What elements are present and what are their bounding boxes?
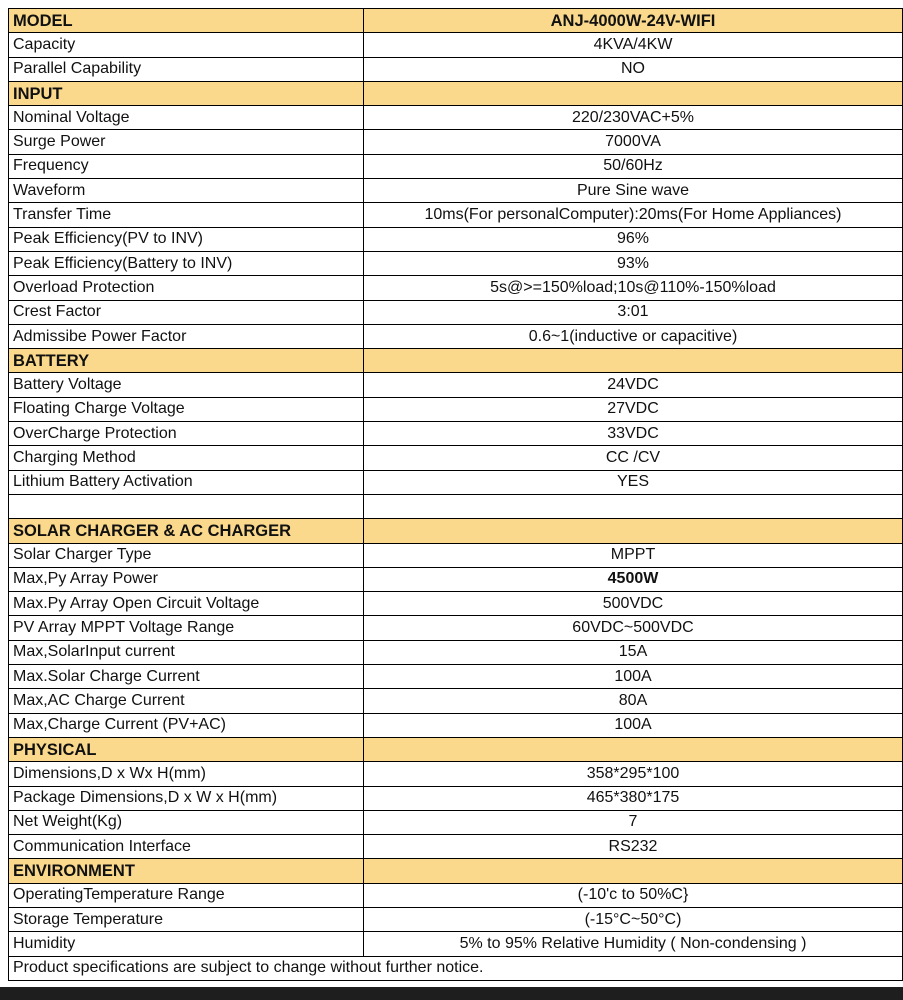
spec-value: 60VDC~500VDC	[364, 616, 903, 640]
section-value	[364, 349, 903, 373]
spec-row	[9, 835, 903, 859]
spec-value: 80A	[364, 689, 903, 713]
spec-row	[9, 446, 903, 470]
spec-value: 15A	[364, 640, 903, 664]
section-value	[364, 737, 903, 761]
spec-label: Frequency	[9, 154, 364, 178]
spec-label: Peak Efficiency(PV to INV)	[9, 227, 364, 251]
section-value	[364, 519, 903, 543]
spec-table	[8, 8, 903, 981]
spec-value: (-10'c to 50%C}	[364, 883, 903, 907]
spec-row	[9, 300, 903, 324]
spec-value: 0.6~1(inductive or capacitive)	[364, 324, 903, 348]
spec-label: Communication Interface	[9, 835, 364, 859]
spec-row	[9, 640, 903, 664]
spec-label: Admissibe Power Factor	[9, 324, 364, 348]
section-header-row	[9, 519, 903, 543]
spec-value: YES	[364, 470, 903, 494]
spec-value: NO	[364, 57, 903, 81]
spec-value: 27VDC	[364, 397, 903, 421]
spec-label: Max,AC Charge Current	[9, 689, 364, 713]
section-value: ANJ-4000W-24V-WIFI	[364, 9, 903, 33]
spec-value: CC /CV	[364, 446, 903, 470]
spec-row	[9, 810, 903, 834]
section-header-row	[9, 859, 903, 883]
spec-value: 4500W	[364, 567, 903, 591]
spec-label: Max.Solar Charge Current	[9, 665, 364, 689]
footnote-row	[9, 956, 903, 980]
spec-row	[9, 762, 903, 786]
spec-label: Humidity	[9, 932, 364, 956]
spec-row	[9, 33, 903, 57]
spec-row	[9, 203, 903, 227]
spec-row	[9, 665, 903, 689]
spec-label: Nominal Voltage	[9, 106, 364, 130]
spec-label: OverCharge Protection	[9, 422, 364, 446]
spec-value: 7000VA	[364, 130, 903, 154]
spec-row	[9, 907, 903, 931]
section-header-row	[9, 737, 903, 761]
spec-value: 220/230VAC+5%	[364, 106, 903, 130]
spec-row	[9, 713, 903, 737]
spec-value: 10ms(For personalComputer):20ms(For Home Appliances)	[364, 203, 903, 227]
spec-label: Max,SolarInput current	[9, 640, 364, 664]
spec-row	[9, 397, 903, 421]
spec-row	[9, 276, 903, 300]
spec-value: 500VDC	[364, 592, 903, 616]
section-title: PHYSICAL	[9, 737, 364, 761]
spec-row	[9, 616, 903, 640]
spec-row	[9, 786, 903, 810]
section-value	[364, 81, 903, 105]
spec-label: Surge Power	[9, 130, 364, 154]
spec-value: (-15°C~50°C)	[364, 907, 903, 931]
spec-row	[9, 106, 903, 130]
spec-row	[9, 154, 903, 178]
section-header-row	[9, 81, 903, 105]
spec-value: 100A	[364, 665, 903, 689]
spec-label	[9, 494, 364, 518]
spec-label: Capacity	[9, 33, 364, 57]
spec-label: Max,Py Array Power	[9, 567, 364, 591]
spec-value: Pure Sine wave	[364, 179, 903, 203]
spec-label: Storage Temperature	[9, 907, 364, 931]
spec-row	[9, 567, 903, 591]
spec-value: 93%	[364, 251, 903, 275]
spec-label: Max,Charge Current (PV+AC)	[9, 713, 364, 737]
spec-label: Waveform	[9, 179, 364, 203]
spec-label: Solar Charger Type	[9, 543, 364, 567]
spec-value: 5% to 95% Relative Humidity ( Non-condensing )	[364, 932, 903, 956]
spec-row	[9, 57, 903, 81]
spec-row	[9, 251, 903, 275]
spec-label: Dimensions,D x Wx H(mm)	[9, 762, 364, 786]
spec-row	[9, 324, 903, 348]
section-title: BATTERY	[9, 349, 364, 373]
section-title: ENVIRONMENT	[9, 859, 364, 883]
spec-label: Peak Efficiency(Battery to INV)	[9, 251, 364, 275]
spec-label: Floating Charge Voltage	[9, 397, 364, 421]
spec-label: Net Weight(Kg)	[9, 810, 364, 834]
section-title: INPUT	[9, 81, 364, 105]
section-value	[364, 859, 903, 883]
spec-value: 358*295*100	[364, 762, 903, 786]
spec-value: MPPT	[364, 543, 903, 567]
section-header-row	[9, 349, 903, 373]
spec-value: 5s@>=150%load;10s@110%-150%load	[364, 276, 903, 300]
spec-label: Parallel Capability	[9, 57, 364, 81]
spec-value: RS232	[364, 835, 903, 859]
spec-value: 7	[364, 810, 903, 834]
spec-value	[364, 494, 903, 518]
spec-label: Lithium Battery Activation	[9, 470, 364, 494]
spec-row	[9, 373, 903, 397]
spec-row	[9, 422, 903, 446]
spec-row	[9, 179, 903, 203]
spec-label: PV Array MPPT Voltage Range	[9, 616, 364, 640]
bottom-bar	[0, 987, 903, 1000]
spec-row	[9, 470, 903, 494]
spec-row	[9, 883, 903, 907]
spec-label: Charging Method	[9, 446, 364, 470]
footnote-text: Product specifications are subject to change without further notice.	[9, 956, 903, 980]
spec-label: Package Dimensions,D x W x H(mm)	[9, 786, 364, 810]
spec-label: OperatingTemperature Range	[9, 883, 364, 907]
spec-row	[9, 689, 903, 713]
spec-row	[9, 130, 903, 154]
section-title: SOLAR CHARGER & AC CHARGER	[9, 519, 364, 543]
spec-value: 3:01	[364, 300, 903, 324]
section-title: MODEL	[9, 9, 364, 33]
spec-row	[9, 932, 903, 956]
spec-label: Battery Voltage	[9, 373, 364, 397]
spec-row	[9, 494, 903, 518]
spec-value: 50/60Hz	[364, 154, 903, 178]
spec-value: 100A	[364, 713, 903, 737]
spec-row	[9, 227, 903, 251]
spec-value: 24VDC	[364, 373, 903, 397]
spec-table-body	[9, 9, 903, 981]
spec-label: Crest Factor	[9, 300, 364, 324]
section-header-row	[9, 9, 903, 33]
spec-row	[9, 592, 903, 616]
spec-value: 33VDC	[364, 422, 903, 446]
spec-row	[9, 543, 903, 567]
spec-value: 4KVA/4KW	[364, 33, 903, 57]
spec-value: 96%	[364, 227, 903, 251]
spec-label: Max.Py Array Open Circuit Voltage	[9, 592, 364, 616]
spec-value: 465*380*175	[364, 786, 903, 810]
spec-label: Overload Protection	[9, 276, 364, 300]
spec-label: Transfer Time	[9, 203, 364, 227]
